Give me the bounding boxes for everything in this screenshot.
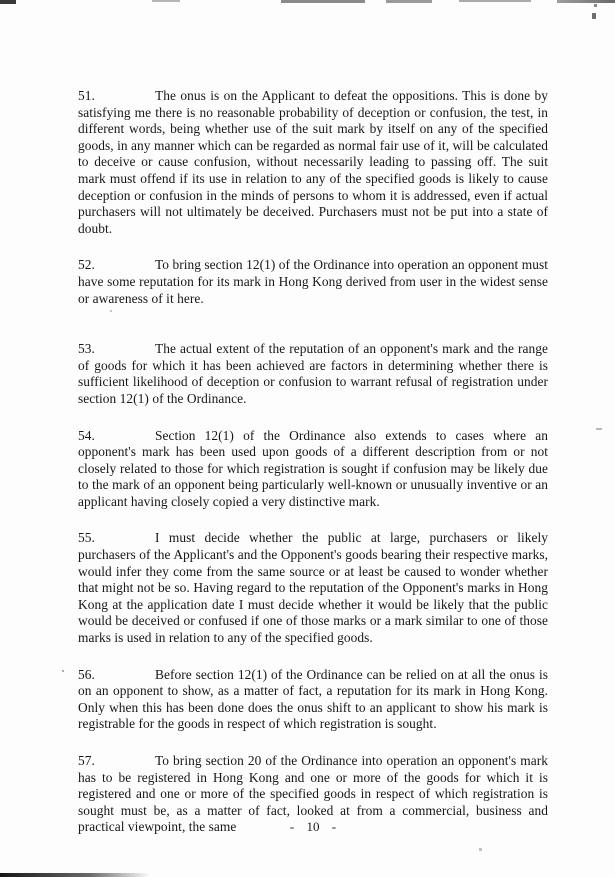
paragraph-54 (78, 428, 548, 511)
paragraph-number: 57. (78, 753, 95, 768)
scan-artifact (0, 0, 16, 4)
paragraph-55 (78, 530, 548, 646)
paragraph-number: 52. (78, 257, 95, 273)
paragraph-text: To bring section 20 of the Ordinance into operation an opponent's mark has to be registered in Hong Kong and one or more of the goods for which it is registered and one or more of the specified goods in respect of which registration is sought must be, as a matter of fact, looked at from a commercial, business and practical viewpoint, the same (78, 753, 548, 835)
scan-artifact (281, 0, 365, 3)
scan-artifact (0, 873, 150, 877)
paragraph-text: Before section 12(1) of the Ordinance can be relied on at all the onus is on an opponent to show, as a matter of fact, a reputation for its mark in Hong Kong. Only when this has been done does the onus shift to an applicant to show his mark is registrable for the goods in respect of which registration is sought. (78, 666, 548, 732)
scan-artifact (459, 0, 531, 2)
document-body (78, 88, 548, 856)
paragraph-number: 55. (78, 530, 95, 546)
scan-artifact (62, 670, 64, 672)
paragraph-text: I must decide whether the public at large, purchasers or likely purchasers of the Applicant's and the Opponent's goods bearing their respective marks, would infer they come from the same source or at least be caused to wonder whether that might not be so. Having regard to the reputation of the Opponent's marks in Hong Kong at the application date I must decide whether it would be likely that the public would be deceived or confused if one of those marks or a mark similar to one of those marks is used in relation to any of the specified goods. (78, 530, 548, 646)
scan-artifact (386, 0, 432, 3)
paragraph-53 (78, 341, 548, 407)
scan-artifact (557, 0, 615, 3)
paragraph-number: 51. (78, 88, 95, 103)
scan-artifact (152, 0, 180, 2)
paragraph-text: Section 12(1) of the Ordinance also extends to cases where an opponent's mark has been used upon goods of a different description from or not closely related to those for which registration is sought if confusion may be likely due to the mark of an opponent being particularly well-known or unusually inventive or an applicant having closely copied a very distinctive mark. (78, 427, 548, 509)
scan-artifact (596, 428, 602, 430)
paragraph-number: 56. (78, 666, 95, 682)
scan-artifact (592, 13, 596, 19)
paragraph-text: The actual extent of the reputation of an opponent's mark and the range of goods for which it has been achieved are factors in determining whether there is sufficient likelihood of deception or confusion to warrant refusal of registration under section 12(1) of the Ordinance. (78, 341, 548, 406)
paragraph-text: The onus is on the Applicant to defeat the oppositions. This is done by satisfying me there is no reasonable probability of deception or confusion, the test, in different words, being whether use of the suit mark by itself on any of the specified goods, in any manner which can be regarded as normal fair use of it, will be calculated to deceive or cause confusion, without necessarily leading to passing off. The suit mark must offend if its use in relation to any of the specified goods is likely to cause deception or confusion in the minds of persons to whom it is addressed, even if actual purchasers will not ultimately be deceived. Purchasers must not be put into a state of doubt. (78, 88, 548, 236)
paragraph-number: 54. (78, 427, 95, 443)
paragraph-56 (78, 667, 548, 733)
paragraph-number: 53. (78, 341, 95, 357)
paragraph-52 (78, 257, 548, 307)
paragraph-text: To bring section 12(1) of the Ordinance into operation an opponent must have some reputation for its mark in Hong Kong derived from user in the widest sense or awareness of it here. (78, 257, 548, 306)
scan-artifact (594, 4, 597, 7)
paragraph-51 (78, 88, 548, 237)
page-number: - 10 - (289, 819, 337, 834)
